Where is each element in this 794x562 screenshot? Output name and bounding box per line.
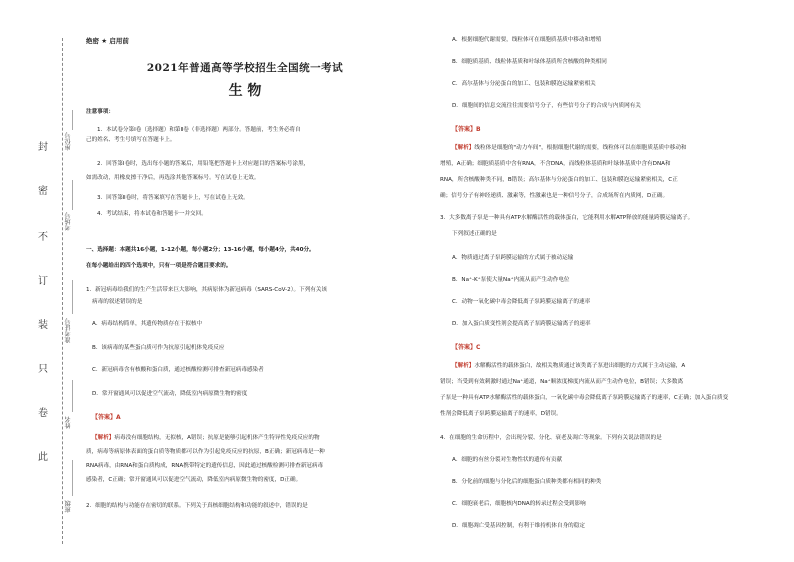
- section-heading: 一、选择题：本题共16小题，1-12小题，每小题2分；13-16小题，每小题4分，共40分。: [86, 247, 315, 253]
- notes-item: 3．回答第Ⅱ卷时，将答案填写在答题卡上，写在试卷上无效。: [97, 195, 249, 201]
- q4-option: A．细胞的有丝分裂对生物性状的遗传有贡献: [452, 457, 563, 463]
- field-seat-number: 座位号: [65, 132, 72, 151]
- q1-stem: 病毒的叙述错误的是: [92, 299, 143, 305]
- q3-answer: 【答案】C: [452, 344, 481, 351]
- q1-explanation: 感染者，C正确；常开窗通风可以促进空气流动，降低室内病原微生物的密度，D正确。: [86, 477, 302, 483]
- exam-title: 2021年普通高等学校招生全国统一考试: [146, 62, 344, 74]
- q1-explanation: RNA病毒，由RNA和蛋白质构成，RNA携带特定的遗传信息，因此通过核酸检测可排查新冠病毒: [86, 463, 324, 469]
- q3-option: C．动物一氧化碳中毒会降低离子泵跨膜运输离子的速率: [452, 299, 591, 305]
- seal-char: 卷: [38, 408, 48, 419]
- q4-option: C．细胞衰老后，细胞核内DNA的转录过程会受到影响: [452, 501, 586, 507]
- notes-item: 4．考试结束，将本试卷和答题卡一并交回。: [97, 211, 207, 217]
- field-class: 班级: [65, 500, 72, 513]
- q1-option: C．新冠病毒含有核酸和蛋白质，通过核酸检测可排查新冠病毒感染者: [92, 367, 264, 373]
- q2-stem: 2．细胞的结构与功能存在密切的联系。下列关于真核细胞结构和功能的叙述中，错误的是: [86, 503, 308, 509]
- q4-option: D．细胞凋亡受基因控制，有利于维持机体自身的稳定: [452, 523, 585, 529]
- notes-item: 己的姓名、考生号填写在答题卡上。: [86, 137, 176, 143]
- notes-heading: 注意事项：: [86, 109, 114, 115]
- q1-answer: 【答案】A: [92, 414, 121, 421]
- q1-option: B．该病毒的某些蛋白质可作为抗原引起机体免疫反应: [92, 345, 225, 351]
- q3-option: A．物质通过离子泵跨膜运输的方式属于被动运输: [452, 255, 574, 261]
- q2-answer: 【答案】B: [452, 126, 481, 133]
- field-ticket-line: [72, 280, 73, 314]
- q3-option: B．Na⁺-K⁺泵使大量Na⁺内流从而产生动作电位: [452, 277, 570, 283]
- q3-option: D．加入蛋白质变性剂会提高离子泵跨膜运输离子的速率: [452, 321, 591, 327]
- q4-stem: 4．在细胞的生命历程中，会出现分裂、分化、衰老及凋亡等现象。下列有关说法错误的是: [440, 435, 662, 441]
- seal-char: 封: [38, 142, 48, 153]
- q2-option: B．细胞质基质、线粒体基质和叶绿体基质所含核酸的种类相同: [452, 59, 607, 65]
- q1-explanation: 质，病毒等病原体表面的蛋白质等物质都可以作为引起免疫反应的抗原，B正确；新冠病毒是一种: [86, 449, 325, 455]
- seal-char: 不: [38, 232, 48, 243]
- field-name-line: [72, 380, 73, 412]
- seal-char: 装: [38, 320, 48, 331]
- q3-explanation: 性剂会降低离子泵跨膜运输离子的速率，D错误。: [440, 411, 562, 417]
- field-class-line: [72, 460, 73, 496]
- seal-char: 密: [38, 186, 48, 197]
- q2-option: D．细胞间的信息交流往往需要信号分子，有些信号分子的合成与内质网有关: [452, 103, 641, 109]
- field-exam-room: 考场号: [65, 212, 72, 231]
- q1-stem: 1．新冠病毒给我们的生产生活带来巨大影响，其病原体为新冠病毒（SARS-CoV-2）。下列有关该: [86, 287, 328, 293]
- notes-item: 如需改动，用橡皮擦干净后，再选涂其他答案标号。写在试卷上无效。: [86, 175, 260, 181]
- section-heading: 在每小题给出的四个选项中，只有一项是符合题目要求的。: [86, 263, 232, 269]
- notes-item: 2．回答第Ⅰ卷时，选出每小题的答案后，用铅笔把答题卡上对应题目的答案标号涂黑，: [97, 161, 310, 167]
- q4-option: B．分化前的细胞与分化后的细胞蛋白质种类都有相同的种类: [452, 479, 602, 485]
- field-seat-line: [72, 110, 73, 130]
- secret-mark: 绝密 ★ 启用前: [86, 37, 129, 45]
- q2-option: A．根据细胞代谢需要，线粒体可在细胞质基质中移动和增殖: [452, 37, 602, 43]
- q2-option: C．高尔基体与分泌蛋白的加工、包装和膜泡运输紧密相关: [452, 81, 596, 87]
- field-ticket-number: 准考证号: [65, 318, 72, 343]
- q3-explanation: 子泵是一种具有ATP水解酶活性的载体蛋白，一氧化碳中毒会降低离子泵跨膜运输离子的速率，C正确；加入蛋白质变: [440, 395, 729, 401]
- seal-char: 只: [38, 364, 48, 375]
- q3-explanation: 【解析】水解酶活性的载体蛋白，故相关物质通过该类离子泵进出细胞的方式属于主动运输，A: [452, 363, 686, 369]
- seal-char: 此: [38, 452, 48, 463]
- field-room-line: [72, 180, 73, 210]
- q3-stem: 下列叙述正确的是: [452, 231, 497, 237]
- q1-option: D．常开窗通风可以促进空气流动，降低室内病原微生物的密度: [92, 391, 248, 397]
- q2-explanation: 确；信号分子有神经递质、激素等，性激素也是一种信号分子，合成场所在内质网，D正确。: [440, 193, 669, 199]
- seal-char: 订: [38, 276, 48, 287]
- subject-title: 生 物: [228, 83, 262, 99]
- q3-explanation: 错误；当受到有效刺激时通过Na⁺通道，Na⁺顺浓度梯度内流从而产生动作电位，B错误；大多数离: [440, 379, 684, 385]
- seal-dashed-line: [62, 38, 63, 544]
- q3-stem: 3．大多数离子泵是一种具有ATP水解酶活性的载体蛋白，它能利用水解ATP释放的能量跨膜运输离子。: [440, 215, 694, 221]
- field-name: 姓名: [65, 416, 72, 429]
- q1-option: A．病毒结构简单，其遗传物质存在于拟核中: [92, 321, 203, 327]
- q2-explanation: 【解析】线粒体是细胞的"动力车间"，根据细胞代谢的需要，线粒体可以在细胞质基质中移动和: [452, 145, 687, 151]
- q2-explanation: RNA，所含核酸种类不同，B错误；高尔基体与分泌蛋白的加工、包装和膜泡运输紧密相关，C正: [440, 177, 678, 183]
- q2-explanation: 增殖，A正确；细胞质基质中含有RNA，不含DNA，而线粒体基质和叶绿体基质中含有DNA和: [440, 161, 671, 167]
- notes-item: 1．本试卷分第Ⅰ卷（选择题）和第Ⅱ卷（非选择题）两部分。答题前，考生务必将自: [97, 127, 301, 133]
- q1-explanation: 【解析】病毒没有细胞结构，无拟核，A错误；抗原是能够引起机体产生特异性免疫反应的物: [92, 435, 320, 441]
